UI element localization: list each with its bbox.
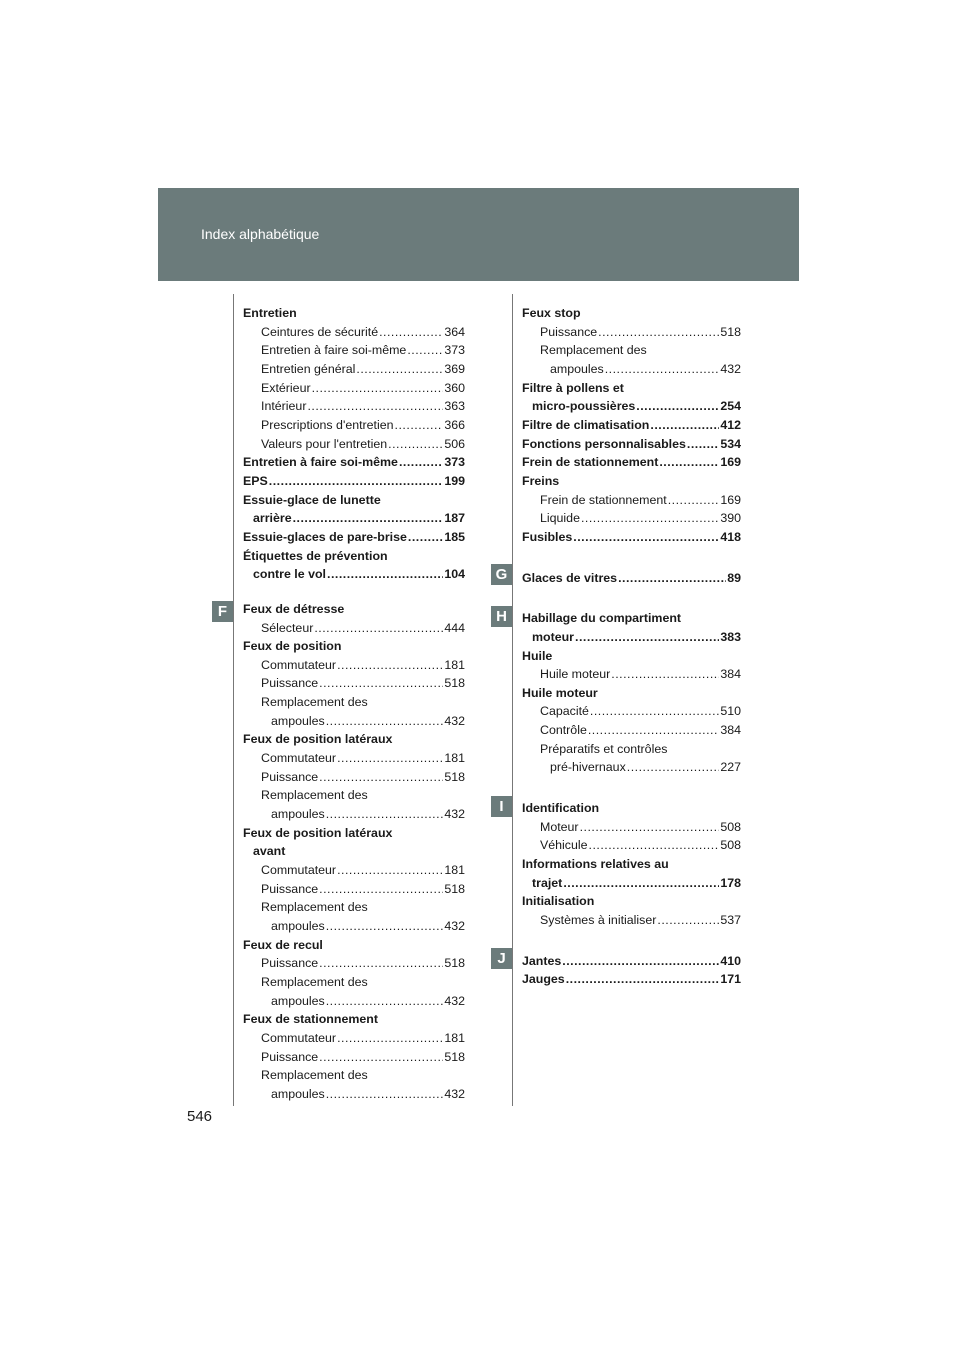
index-subentry-label: Préparatifs et contrôles xyxy=(540,741,668,756)
index-subentry: Capacité ..... 510 xyxy=(522,702,741,721)
index-subentry: Commutateur ..... 181 xyxy=(243,861,465,880)
section-letter-j: J xyxy=(491,948,512,969)
section-letter-f: F xyxy=(212,601,233,622)
index-subentry-label: Remplacement des xyxy=(261,1068,368,1083)
index-subentry: ampoules ..... 432 xyxy=(243,805,465,824)
index-heading: Entretien xyxy=(243,306,297,320)
index-subentry: Moteur ..... 508 xyxy=(522,818,741,837)
index-heading: Identification xyxy=(522,801,600,816)
section-letter-h: H xyxy=(491,606,512,627)
index-subentry-label: Remplacement des xyxy=(261,900,368,915)
index-heading: Habillage du compartiment xyxy=(522,611,682,626)
index-entry: Fonctions personnalisables ..... 534 xyxy=(522,435,741,454)
index-subentry: pré-hivernaux ..... 227 xyxy=(522,758,741,777)
index-entry: Glaces de vitres ..... 89 xyxy=(522,569,741,588)
index-subentry: Puissance ..... 518 xyxy=(243,768,465,787)
index-entry: Essuie-glaces de pare-brise ..... 185 xyxy=(243,528,465,547)
left-index-column xyxy=(243,304,465,1104)
index-subentry-label: Remplacement des xyxy=(540,343,647,358)
index-subentry-label: Remplacement des xyxy=(261,974,368,989)
index-heading: Étiquettes de prévention xyxy=(243,548,388,563)
index-subentry: Ceintures de sécurité ..... 364 xyxy=(243,323,465,342)
index-subentry: Frein de stationnement ..... 169 xyxy=(522,491,741,510)
index-subentry: ampoules ..... 432 xyxy=(243,712,465,731)
header-band xyxy=(158,188,799,281)
index-heading-cont: avant xyxy=(253,844,286,859)
index-heading: Feux de position xyxy=(243,639,342,654)
page-number: 546 xyxy=(187,1108,213,1125)
index-subentry: Commutateur ..... 181 xyxy=(243,749,465,768)
index-subentry: Liquide ..... 390 xyxy=(522,509,741,528)
index-heading: Freins xyxy=(522,473,560,488)
index-subentry: Prescriptions d'entretien ..... 366 xyxy=(243,416,465,435)
index-subentry: Contrôle ..... 384 xyxy=(522,721,741,740)
index-subentry: Puissance ..... 518 xyxy=(522,323,741,342)
index-subentry: Commutateur ..... 181 xyxy=(243,1029,465,1048)
index-entry: arrière ..... 187 xyxy=(243,509,465,528)
index-subentry-label: Remplacement des xyxy=(261,788,368,803)
index-subentry: Commutateur ..... 181 xyxy=(243,656,465,675)
center-column-divider xyxy=(512,294,513,1106)
index-subentry: Extérieur ..... 360 xyxy=(243,379,465,398)
index-subentry-label: Remplacement des xyxy=(261,695,368,710)
index-subentry: Puissance ..... 518 xyxy=(243,880,465,899)
index-subentry: Valeurs pour l'entretien ..... 506 xyxy=(243,435,465,454)
index-entry: Jauges ..... 171 xyxy=(522,970,741,989)
index-subentry: Intérieur ..... 363 xyxy=(243,397,465,416)
index-heading: Huile xyxy=(522,648,553,663)
index-entry: contre le vol ..... 104 xyxy=(243,565,465,584)
index-subentry: ampoules ..... 432 xyxy=(243,1085,465,1104)
index-heading: Feux de détresse xyxy=(243,601,345,616)
index-entry: moteur ..... 383 xyxy=(522,628,741,647)
index-subentry: Puissance ..... 518 xyxy=(243,1048,465,1067)
index-subentry: Systèmes à initialiser ..... 537 xyxy=(522,911,741,930)
index-subentry: ampoules ..... 432 xyxy=(243,917,465,936)
index-entry: trajet ..... 178 xyxy=(522,874,741,893)
index-heading: Feux de recul xyxy=(243,937,323,952)
index-subentry: Entretien général ..... 369 xyxy=(243,360,465,379)
index-heading: Huile moteur xyxy=(522,685,598,700)
index-entry: EPS ..... 199 xyxy=(243,472,465,491)
index-heading: Feux stop xyxy=(522,306,581,320)
index-heading: Essuie-glace de lunette xyxy=(243,492,381,507)
index-heading: Initialisation xyxy=(522,894,595,909)
index-entry: Jantes ..... 410 xyxy=(522,952,741,971)
index-entry: Fusibles ..... 418 xyxy=(522,528,741,547)
index-entry: Frein de stationnement ..... 169 xyxy=(522,453,741,472)
section-letter-i: I xyxy=(491,796,512,817)
right-index-column xyxy=(522,304,741,989)
index-subentry: Véhicule ..... 508 xyxy=(522,836,741,855)
index-heading: Feux de stationnement xyxy=(243,1012,378,1027)
index-heading: Feux de position latéraux xyxy=(243,825,393,840)
index-entry: Entretien à faire soi-même ..... 373 xyxy=(243,453,465,472)
index-heading: Informations relatives au xyxy=(522,857,669,872)
index-heading: Filtre à pollens et xyxy=(522,380,624,395)
index-subentry: Puissance ..... 518 xyxy=(243,954,465,973)
index-subentry: Entretien à faire soi-même ..... 373 xyxy=(243,341,465,360)
index-subentry: ampoules ..... 432 xyxy=(522,360,741,379)
left-column-divider xyxy=(233,294,234,1106)
index-entry: micro-poussières ..... 254 xyxy=(522,397,741,416)
index-subentry: ampoules ..... 432 xyxy=(243,992,465,1011)
index-entry: Filtre de climatisation ..... 412 xyxy=(522,416,741,435)
index-subentry: Huile moteur ..... 384 xyxy=(522,665,741,684)
page-title: Index alphabétique xyxy=(201,226,320,242)
section-letter-g: G xyxy=(491,564,512,585)
index-subentry: Puissance ..... 518 xyxy=(243,674,465,693)
index-heading: Feux de position latéraux xyxy=(243,732,393,747)
index-subentry: Sélecteur ..... 444 xyxy=(243,619,465,638)
